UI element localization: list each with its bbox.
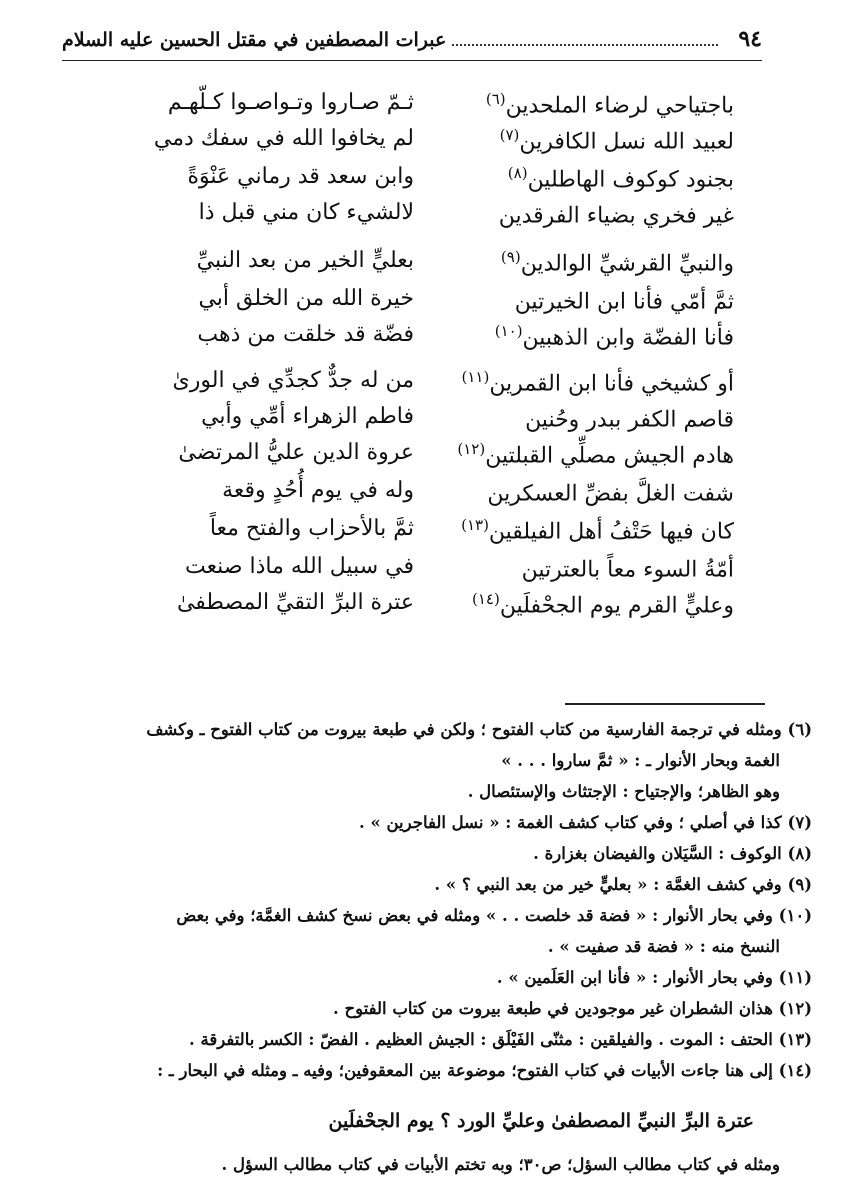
verse-first-hemistich: عترة البرِّ التقيِّ المصطفىٰ xyxy=(176,590,414,615)
verse-text: أمّةُ السوء معاً بالعترتين xyxy=(521,557,734,583)
footnote-line: (٩) وفي كشف الغمَّة : « بعليٍّ خير من بعد النبي ؟ » . xyxy=(434,875,812,894)
verse-second-hemistich xyxy=(404,90,734,120)
verse-first-hemistich: فاطم الزهراء أمِّي وأبي xyxy=(201,404,414,429)
verse-text: أو كشيخي فأنا ابن القمرين xyxy=(489,371,734,397)
footnote-line: (٧) كذا في أصلي ؛ وفي كتاب كشف الغمة : « نسل الفاجرين » . xyxy=(358,813,812,832)
verse-second-hemistich xyxy=(404,200,734,230)
footnote-ref: (١٢) xyxy=(457,440,486,458)
verse-text: باجتياحي لرضاء الملحدين xyxy=(505,93,734,119)
verse-first-hemistich: بعليٍّ الخير من بعد النبيِّ xyxy=(196,248,414,273)
footnote-separator xyxy=(565,703,765,705)
verse-second-hemistich xyxy=(404,164,734,194)
footnote-line: (١٤) إلى هنا جاءت الأبيات في كتاب الفتوح؛ موضوعة بين المعقوفين؛ وفيه ـ ومثله في البحار ـ : xyxy=(157,1061,812,1080)
page-number: ٩٤ xyxy=(738,26,762,52)
footnote-line: الغمة وبحار الأنوار ـ : « ثمَّ ساروا . . . » xyxy=(501,751,780,770)
footnote-verse: عترة البرِّ النبيِّ المصطفىٰ وعليِّ الورد ؟ يوم الجحْفلَين xyxy=(328,1110,754,1132)
footnote-ref: (٧) xyxy=(499,126,520,144)
verse-first-hemistich: ثـمّ صـاروا وتـواصـوا كـلّهـم xyxy=(167,90,414,115)
footnote-ref: (١١) xyxy=(461,368,490,386)
footnote-line: (٨) الوكوف : السَّيَلان والفيضان بغزارة . xyxy=(533,844,812,863)
verse-first-hemistich: ثمَّ بالأحزاب والفتح معاً xyxy=(209,516,414,541)
footnote-ref: (٦) xyxy=(485,90,506,108)
verse-text: شفت الغلَّ بفضِّ العسكرين xyxy=(487,481,734,507)
footnote-line: (١٠) وفي بحار الأنوار : « فضة قد خلصت . . » ومثله في بعض نسخ كشف الغمَّة؛ وفي بعض xyxy=(176,906,812,925)
footnote-line: (٦) ومثله في ترجمة الفارسية من كتاب الفتوح ؛ ولكن في طبعة بيروت من كتاب الفتوح ـ وكشف xyxy=(146,720,812,739)
verse-first-hemistich: وابن سعد قد رماني عَنْوَةً xyxy=(187,164,414,189)
verse-second-hemistich xyxy=(404,322,734,352)
verse-text: بجنود كوكوف الهاطلين xyxy=(527,167,734,193)
verse-first-hemistich: عروة الدين عليُّ المرتضىٰ xyxy=(178,440,414,465)
verse-first-hemistich: لالشيء كان مني قبل ذا xyxy=(198,200,414,225)
verse-first-hemistich: وله في يوم أُحُدٍ وقعة xyxy=(222,478,414,503)
running-title: عبرات المصطفين في مقتل الحسين عليه السلام xyxy=(62,29,447,51)
footnote-line: (١٣) الحتف : الموت . والفيلقين : مثنّى الفَيْلَق : الجيش العظيم . الفضّ : الكسر بالتفرقة . xyxy=(189,1030,812,1049)
footnote-ref: (٨) xyxy=(507,164,528,182)
verse-first-hemistich: لم يخافوا الله في سفك دمي xyxy=(153,126,414,151)
footnote-line: (١١) وفي بحار الأنوار : « فأنا ابن العَلَمين » . xyxy=(496,968,812,987)
verse-second-hemistich xyxy=(404,286,734,316)
footnote-ref: (٩) xyxy=(500,248,521,266)
verse-text: قاصم الكفر ببدر وحُنين xyxy=(525,407,734,433)
footnote-line: ومثله في كتاب مطالب السؤل؛ ص٣٠؛ وبه تختم الأبيات في كتاب مطالب السؤل . xyxy=(221,1155,780,1174)
verse-second-hemistich xyxy=(404,590,734,620)
verse-first-hemistich: من له جدٌّ كجدِّي في الورىٰ xyxy=(172,368,414,393)
footnote-ref: (١٤) xyxy=(471,590,500,608)
header-dot-leader xyxy=(452,44,718,46)
footnote-line: وهو الظاهر؛ والإجتياح : الإجتثاث والإستئصال . xyxy=(467,782,780,801)
footnote-line: النسخ منه : « فضة قد صفيت » . xyxy=(547,937,780,956)
verse-text: ثمَّ أمّي فأنا ابن الخيرتين xyxy=(514,289,734,315)
verse-second-hemistich xyxy=(404,404,734,434)
verse-text: هادم الجيش مصلِّي القبلتين xyxy=(485,443,734,469)
verse-second-hemistich xyxy=(404,478,734,508)
verse-second-hemistich xyxy=(404,368,734,398)
verse-second-hemistich xyxy=(404,440,734,470)
verse-text: غير فخري بضياء الفرقدين xyxy=(498,203,734,229)
verse-text: فأنا الفضّة وابن الذهبين xyxy=(522,325,734,351)
verse-text: والنبيِّ القرشيِّ الوالدين xyxy=(520,251,734,277)
verse-first-hemistich: فضّة قد خلقت من ذهب xyxy=(197,322,414,347)
verse-second-hemistich xyxy=(404,516,734,546)
verse-second-hemistich xyxy=(404,248,734,278)
verse-text: لعبيد الله نسل الكافرين xyxy=(519,129,734,155)
verse-second-hemistich xyxy=(404,126,734,156)
verse-text: كان فيها حَتْفُ أهل الفيلقين xyxy=(488,519,734,545)
footnote-line: (١٢) هذان الشطران غير موجودين في طبعة بيروت من كتاب الفتوح . xyxy=(333,999,812,1018)
verse-second-hemistich xyxy=(404,554,734,584)
verse-text: وعليٍّ القرم يوم الجحْفلَين xyxy=(499,593,734,619)
verse-first-hemistich: في سبيل الله ماذا صنعت xyxy=(184,554,414,579)
verse-first-hemistich: خيرة الله من الخلق أبي xyxy=(198,286,414,311)
footnote-ref: (١٣) xyxy=(461,516,489,534)
footnote-ref: (١٠) xyxy=(494,322,523,340)
page-header xyxy=(62,26,762,61)
